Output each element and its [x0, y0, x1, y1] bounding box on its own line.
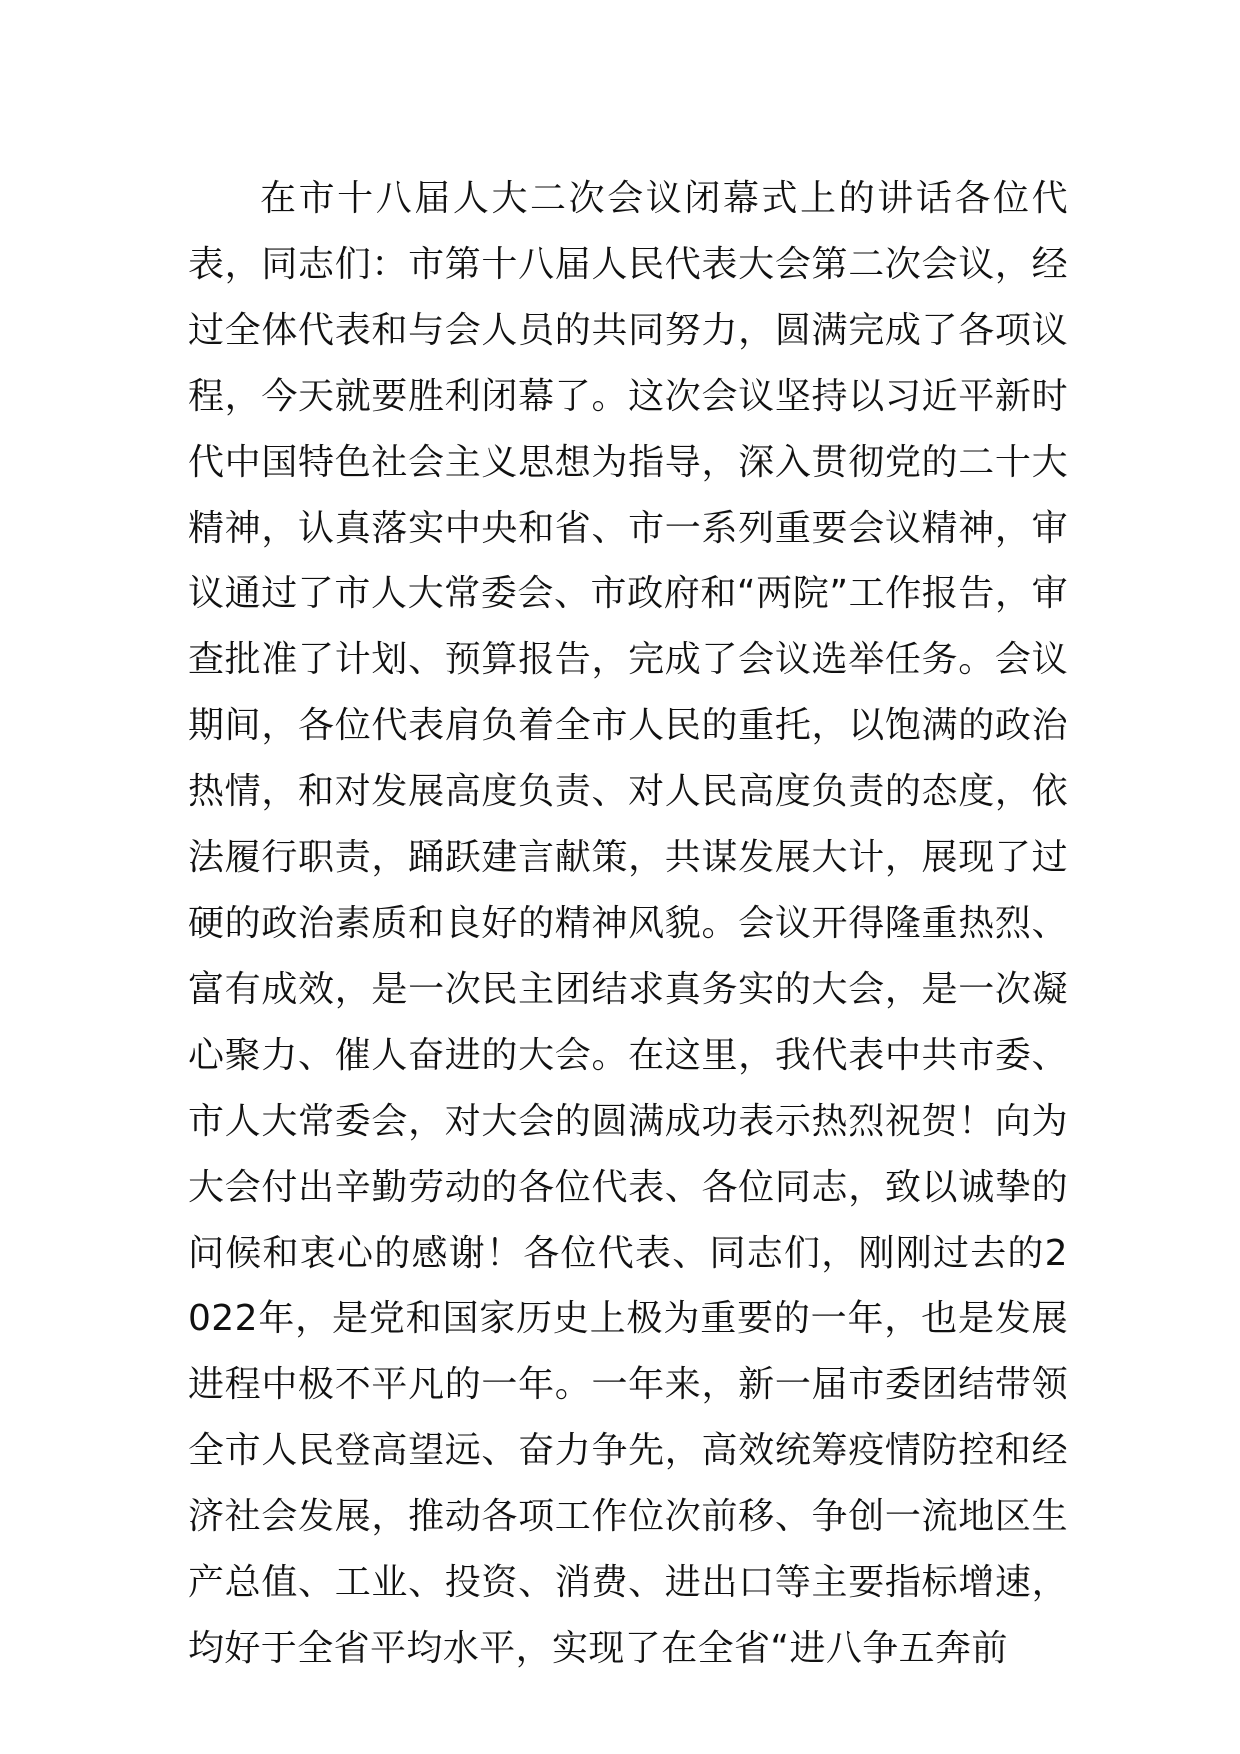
speech-paragraph: 在市十八届人大二次会议闭幕式上的讲话各位代表，同志们：市第十八届人民代表大会第二次会议，经过全体代表和与会人员的共同努力，圆满完成了各项议程，今天就要胜利闭幕了。这次会议坚持以习近平新时代中国特色社会主义思想为指导，深入贯彻党的二十大精神，认真落实中央和省、市一系列重要会议精神，审议通过了市人大常委会、市政府和“两院”工作报告，审查批准了计划、预算报告，完成了会议选举任务。会议期间，各位代表肩负着全市人民的重托，以饱满的政治热情，和对发展高度负责、对人民高度负责的态度，依法履行职责，踊跃建言献策，共谋发展大计，展现了过硬的政治素质和良好的精神风貌。会议开得隆重热烈、富有成效，是一次民主团结求真务实的大会，是一次凝心聚力、催人奋进的大会。在这里，我代表中共市委、市人大常委会，对大会的圆满成功表示热烈祝贺！向为大会付出辛勤劳动的各位代表、各位同志，致以诚挚的问候和衷心的感谢！各位代表、同志们，刚刚过去的2022年，是党和国家历史上极为重要的一年，也是发展进程中极不平凡的一年。一年来，新一届市委团结带领全市人民登高望远、奋力争先，高效统筹疫情防控和经济社会发展，推动各项工作位次前移、争创一流地区生产总值、工业、投资、消费、进出口等主要指标增速，均好于全省平均水平，实现了在全省“进八争五奔前	[188, 178, 1068, 1669]
